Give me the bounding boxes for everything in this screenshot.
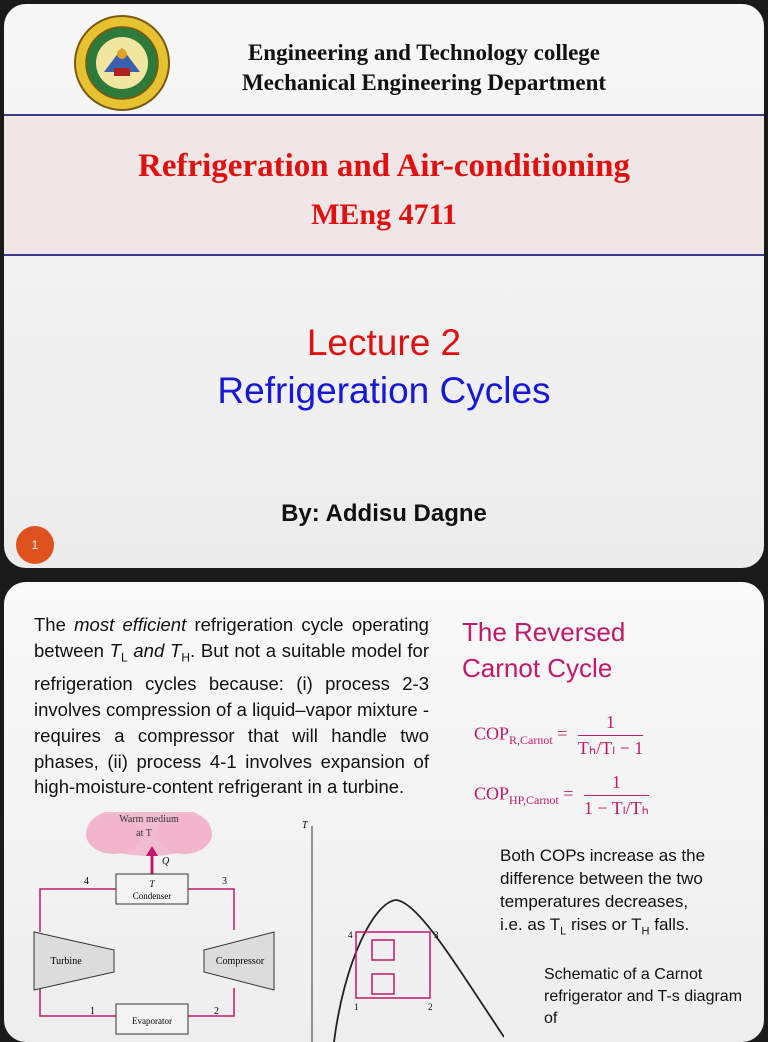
ts-state-4: 4: [348, 930, 353, 940]
qh-indicator-box: [372, 940, 394, 960]
ql-indicator-box: [372, 974, 394, 994]
section-title-line: Carnot Cycle: [462, 653, 613, 683]
state-1-label: 1: [90, 1006, 95, 1017]
saturation-dome: [334, 900, 504, 1042]
cop-refrigerator-formula: [474, 712, 643, 759]
content-slide: [4, 582, 764, 1042]
body-paragraph: [34, 612, 429, 800]
university-seal-logo: [70, 14, 174, 112]
fraction: [584, 772, 649, 819]
qh-label: Q: [162, 856, 170, 867]
course-banner: [4, 114, 764, 256]
warm-medium-cloud: [86, 812, 212, 856]
turbine-label: Turbine: [50, 956, 82, 967]
subscript: H: [181, 650, 190, 665]
course-code: MEng 4711: [311, 198, 457, 231]
section-title-line: The Reversed: [462, 617, 626, 647]
equals-sign: =: [557, 723, 572, 744]
pipe-evaporator-compressor: [188, 988, 234, 1016]
lecture-subject: Refrigeration Cycles: [217, 370, 551, 411]
cloud-label: at T: [136, 828, 152, 839]
cloud-label: Warm medium: [119, 814, 179, 825]
section-title: [462, 614, 625, 686]
subscript: L: [560, 925, 567, 938]
text-run: and: [127, 639, 170, 661]
evaporator-label: Evaporator: [132, 1016, 172, 1026]
text-run: . But not a suitable model for refrigeration cycles because: (i) process 2-3 involves compression of a liquid–vapor mixture - requires a compressor that will handle two phases, (ii) process 4-1 involves expansion of high-moisture-content refrigerant in a turbine.: [34, 639, 429, 798]
fraction: [578, 712, 643, 759]
state-2-label: 2: [214, 1006, 219, 1017]
pipe-condenser-turbine: [40, 889, 116, 932]
text-run: rises or T: [566, 915, 642, 934]
ts-state-3: 3: [434, 930, 439, 940]
course-title: Refrigeration and Air-conditioning: [138, 148, 630, 184]
subscript: L: [120, 650, 128, 665]
ts-state-1: 1: [354, 1002, 359, 1012]
equals-sign: =: [563, 783, 578, 804]
lecture-number: Lecture 2: [306, 322, 462, 363]
formula-lhs: COP: [474, 723, 510, 744]
author-line: By: Addisu Dagne: [281, 500, 487, 527]
text-run: Both COPs increase as the difference between the two temperatures decreases, i.e. as T: [500, 846, 706, 934]
title-slide: [4, 4, 764, 568]
carnot-cycle-diagram: [4, 812, 504, 1042]
condenser-temp-label: T: [149, 879, 155, 889]
college-header: [184, 38, 664, 98]
department-name: Mechanical Engineering Department: [241, 70, 607, 95]
numerator: 1: [584, 772, 649, 796]
numerator: 1: [578, 712, 643, 736]
text-run: falls.: [649, 915, 690, 934]
formula-subscript: HP,Carnot: [509, 793, 559, 808]
compressor-label: Compressor: [215, 956, 265, 967]
emphasis-text: most efficient: [74, 614, 187, 635]
denominator: 1 − Tₗ/Tₕ: [583, 798, 649, 818]
condenser-label: Condenser: [132, 891, 172, 901]
ts-axis-label: T: [302, 820, 308, 831]
pipe-compressor-condenser: [188, 889, 234, 930]
figure-caption: Schematic of a Carnot refrigerator and T-s diagram of: [544, 966, 743, 1027]
college-name: Engineering and Technology college: [247, 40, 601, 65]
page-number-badge: 1: [16, 526, 54, 564]
carnot-cycle-rectangle: [356, 932, 430, 998]
text-run: The: [34, 614, 75, 635]
text-run: refrigeration cycle operating between: [34, 614, 429, 661]
state-3-label: 3: [222, 876, 227, 887]
ts-state-2: 2: [428, 1002, 433, 1012]
denominator: Tₕ/Tₗ − 1: [577, 738, 644, 758]
pipe-turbine-evaporator: [40, 988, 116, 1016]
formula-lhs: COP: [474, 783, 510, 804]
symbol-t: T: [170, 639, 182, 661]
state-4-label: 4: [84, 876, 89, 887]
symbol-t: T: [109, 639, 121, 661]
subscript: H: [641, 925, 650, 938]
cop-note: [500, 844, 715, 943]
formula-subscript: R,Carnot: [509, 733, 553, 748]
